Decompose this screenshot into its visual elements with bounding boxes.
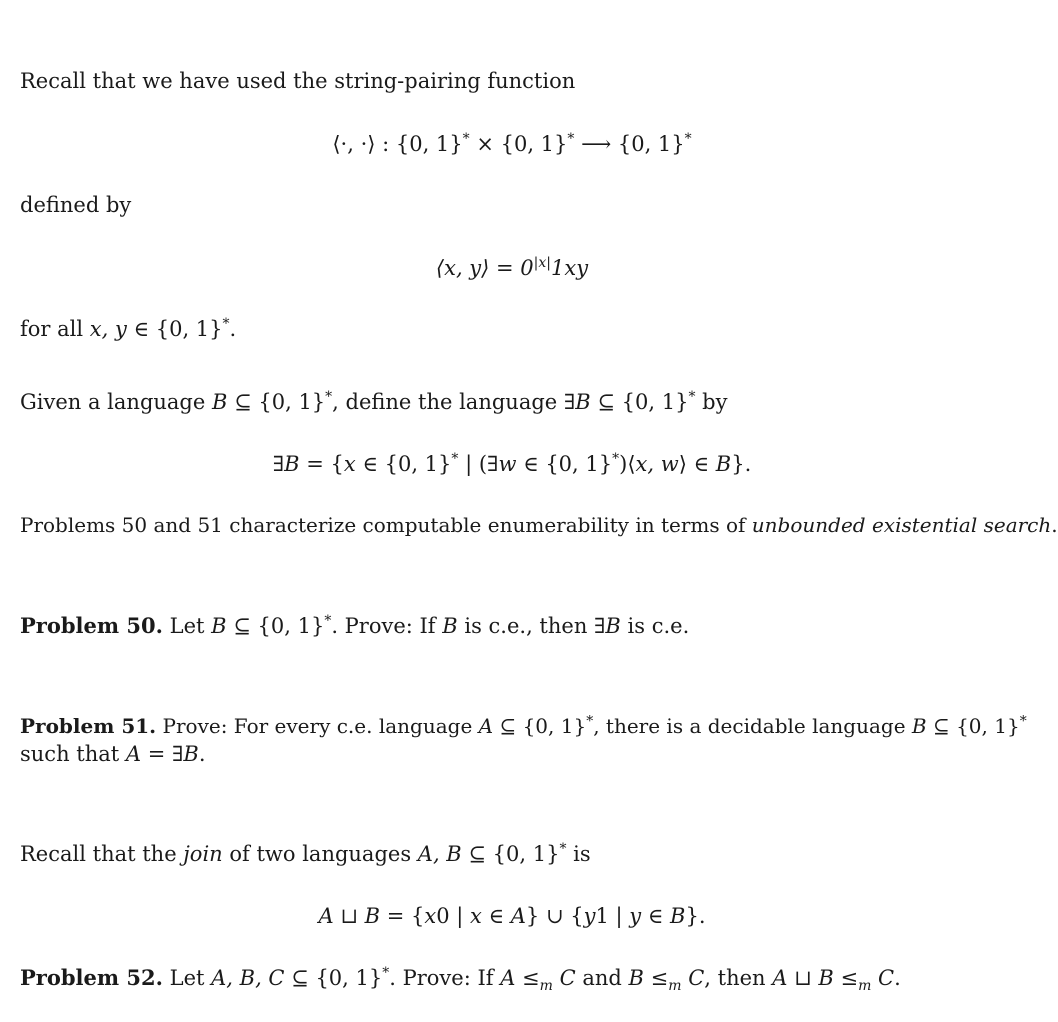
paragraph-string-pairing bbox=[20, 68, 575, 94]
equation-join: A ⊔ B = {x0 | x ∈ A} ∪ {y1 | y ∈ B}. bbox=[318, 904, 706, 928]
problem-label: Problem 52. bbox=[20, 965, 163, 990]
equation-exists-b: ∃B = {x ∈ {0, 1}* | (∃w ∈ {0, 1}*)⟨x, w⟩ ∈ B}. bbox=[272, 451, 752, 476]
paragraph-problems-characterize: Problems 50 and 51 characterize computable enumerability in terms of unbounded existential search. bbox=[20, 513, 1058, 537]
paragraph-join: Recall that the join of two languages A, B ⊆ {0, 1}* is bbox=[20, 841, 591, 866]
equation-pairing-definition: ⟨x, y⟩ = $0^{|x|}1xy$ bbox=[435, 255, 589, 280]
problem-label: Problem 50. bbox=[20, 613, 163, 638]
paragraph-text: Recall that we have used the string-pairing function bbox=[20, 69, 576, 93]
problem-51: Problem 51. Prove: For every c.e. language A ⊆ {0, 1}*, there is a decidable language B ⊆ {0, 1}* bbox=[20, 713, 1027, 738]
paragraph-for-all: for all x, y ∈ {0, 1}*. bbox=[20, 316, 237, 341]
paragraph-defined-by: defined by bbox=[20, 193, 132, 217]
problem-52: Problem 52. Let A, B, C ⊆ {0, 1}*. Prove: If $A \le_m$ C and $B \le_m$ C, then A ⊔ $B \le_m$ C. bbox=[20, 965, 901, 995]
problem-label: Problem 51. bbox=[20, 714, 157, 738]
equation-pairing-signature: ⟨·, ·⟩ : {0, 1}* × {0, 1}* ⟶ {0, 1}* bbox=[332, 131, 692, 156]
problem-50: Problem 50. Let B ⊆ {0, 1}*. Prove: If B is c.e., then ∃B is c.e. bbox=[20, 613, 690, 638]
paragraph-given-language: Given a language B ⊆ {0, 1}*, define the language ∃B ⊆ {0, 1}* by bbox=[20, 389, 728, 414]
problem-51-continued: such that A = ∃B. bbox=[20, 742, 206, 766]
